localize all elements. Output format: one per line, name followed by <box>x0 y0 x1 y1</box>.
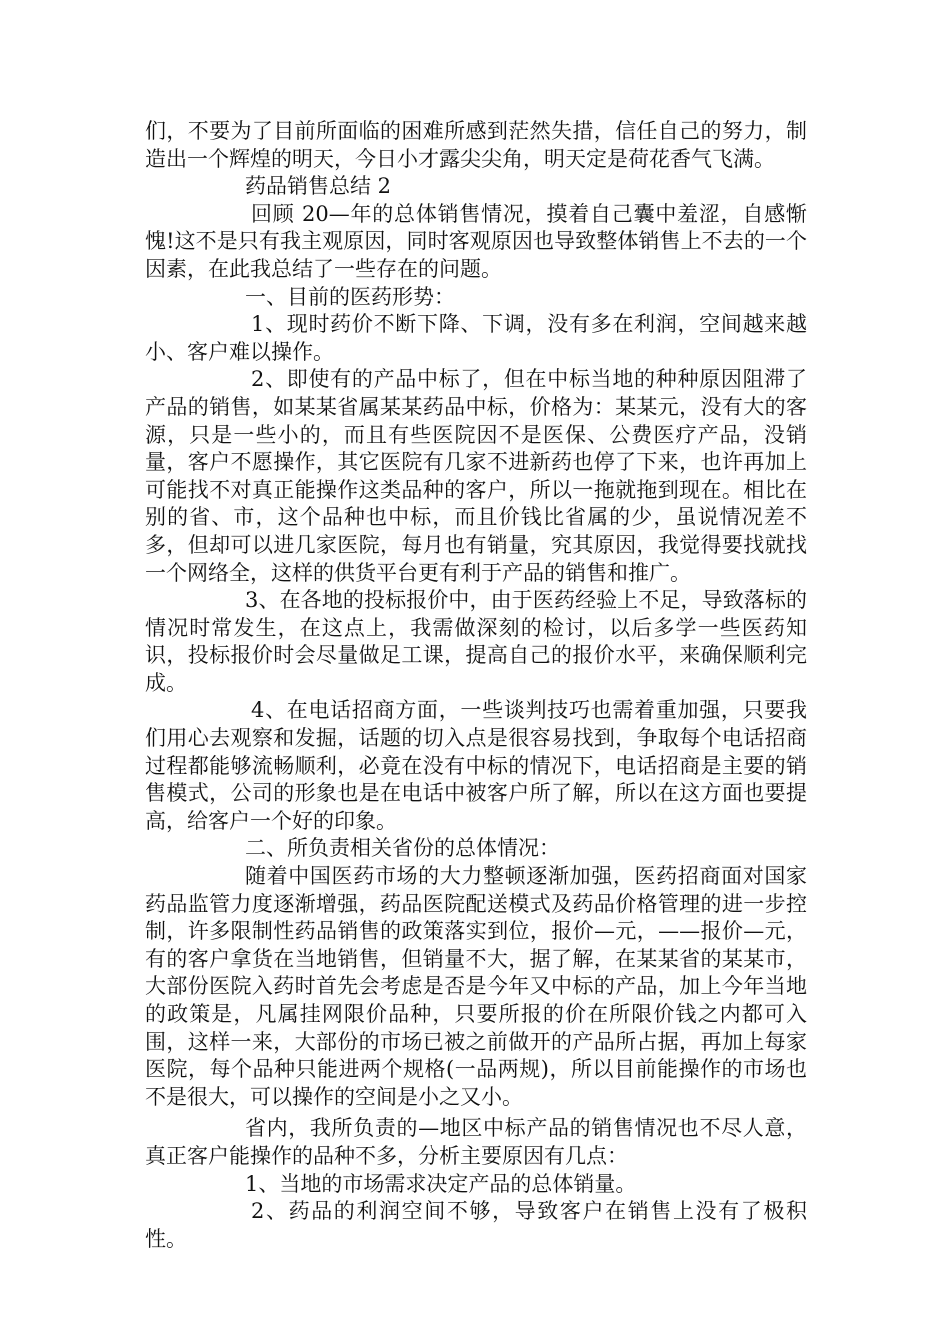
paragraph-continuation: 们，不要为了目前所面临的困难所感到茫然失措，信任自己的努力，制造出一个辉煌的明天，今日小才露尖尖角，明天定是荷花香气飞满。 <box>145 119 807 171</box>
heading-current-situation: 一、目前的医药形势： <box>245 284 455 309</box>
paragraph-reason-1: 1、当地的市场需求决定产品的总体销量。 <box>245 1171 637 1196</box>
paragraph-point-4: 4、在电话招商方面，一些谈判技巧也需着重加强，只要我们用心去观察和发掘，话题的切入点是很容易找到，争取每个电话招商过程都能够流畅顺利，必竟在没有中标的情况下，电话招商是主要的销售模式，公司的形象也是在电话中被客户所了解，所以在这方面也要提高，给客户一个好的印象。 <box>145 698 807 833</box>
section-title: 药品销售总结 2 <box>245 174 392 199</box>
paragraph-review: 回顾 20—年的总体销售情况，摸着自己囊中羞涩，自感惭愧!这不是只有我主观原因，同时客观原因也导致整体销售上不去的一个因素，在此我总结了一些存在的问题。 <box>145 201 807 281</box>
paragraph-point-1: 1、现时药价不断下降、下调，没有多在利润，空间越来越小、客户难以操作。 <box>145 312 807 364</box>
heading-provinces-overview: 二、所负责相关省份的总体情况： <box>245 836 560 861</box>
document-body <box>145 118 807 1253</box>
paragraph-reason-2: 2、药品的利润空间不够，导致客户在销售上没有了极积性。 <box>145 1199 807 1251</box>
paragraph-point-3: 3、在各地的投标报价中，由于医药经验上不足，导致落标的情况时常发生，在这点上，我需做深刻的检讨，以后多学一些医药知识，投标报价时会尽量做足工课，提高自己的报价水平，来确保顺利完成。 <box>145 588 807 695</box>
paragraph-point-2: 2、即使有的产品中标了，但在中标当地的种种原因阻滞了产品的销售，如某某省属某某药品中标，价格为：某某元，没有大的客源，只是一些小的，而且有些医院因不是医保、公费医疗产品，没销量，客户不愿操作，其它医院有几家不进新药也停了下来，也许再加上可能找不对真正能操作这类品种的客户，所以一拖就拖到现在。相比在别的省、市，这个品种也中标，而且价钱比省属的少，虽说情况差不多，但却可以进几家医院，每月也有销量，究其原因，我觉得要找就找一个网络全，这样的供货平台更有利于产品的销售和推广。 <box>145 367 807 585</box>
paragraph-market-overview: 随着中国医药市场的大力整顿逐渐加强，医药招商面对国家药品监管力度逐渐增强，药品医院配送模式及药品价格管理的进一步控制，许多限制性药品销售的政策落实到位，报价—元，——报价—元，有的客户拿货在当地销售，但销量不大，据了解，在某某省的某某市，大部份医院入药时首先会考虑是否是今年又中标的产品，加上今年当地的政策是，凡属挂网限价品种，只要所报的价在所限价钱之内都可入围，这样一来，大部份的市场已被之前做开的产品所占据，再加上每家医院，每个品种只能进两个规格(一品两规)，所以目前能操作的市场也不是很大，可以操作的空间是小之又小。 <box>145 864 807 1109</box>
paragraph-province-sales: 省内，我所负责的—地区中标产品的销售情况也不尽人意，真正客户能操作的品种不多，分析主要原因有几点： <box>145 1116 807 1168</box>
